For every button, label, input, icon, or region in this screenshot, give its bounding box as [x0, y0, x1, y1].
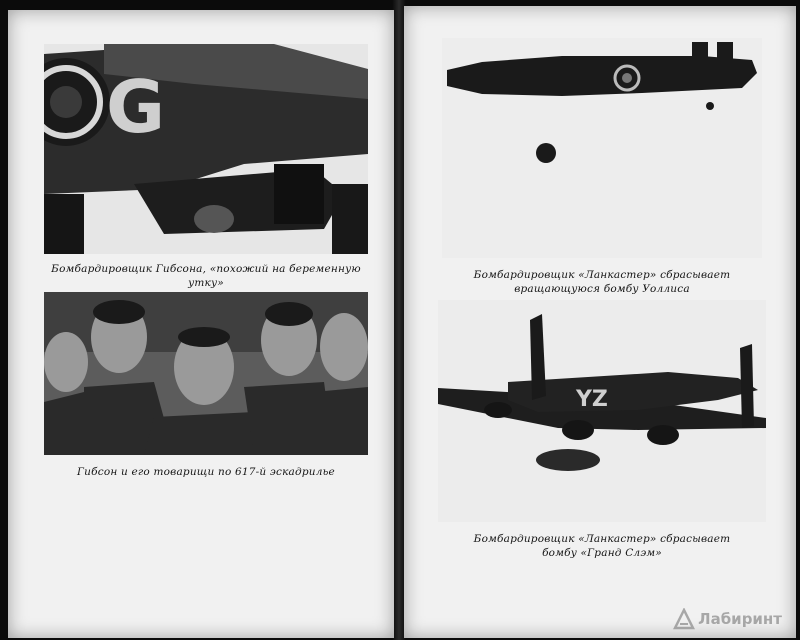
caption-grand-slam-line1: Бомбардировщик «Ланкастер» сбрасывает: [473, 533, 731, 545]
photo-gibson-comrades: [44, 292, 368, 455]
photo-gibson-bomber: [44, 44, 368, 254]
lancaster-dropping-bomb-illustration: [442, 38, 762, 258]
labirint-watermark: [673, 608, 782, 630]
caption-grand-slam: [438, 532, 766, 560]
right-page: [404, 6, 796, 638]
bomber-closeup-illustration: [44, 44, 368, 254]
photo-lancaster-grand-slam: [438, 300, 766, 522]
group-portrait-illustration: [44, 292, 368, 455]
caption-gibson-comrades: Гибсон и его товарищи по 617-й эскадрилье: [77, 466, 335, 478]
watermark-text: Лабиринт: [698, 610, 782, 628]
caption-bouncing-bomb-line2: вращающуюся бомбу Уоллиса: [514, 283, 690, 295]
lancaster-flying-illustration: [438, 300, 766, 522]
caption-bouncing-bomb-line1: Бомбардировщик «Ланкастер» сбрасывает: [473, 269, 731, 281]
fuselage-letter: G: [106, 65, 166, 149]
caption-grand-slam-line2: бомбу «Гранд Слэм»: [542, 547, 662, 559]
photo-lancaster-bouncing-bomb: [442, 38, 762, 258]
caption-bouncing-bomb: [442, 268, 762, 296]
aircraft-code: YZ: [576, 387, 608, 412]
caption-gibson-bomber: Бомбардировщик Гибсона, «похожий на беременную утку»: [51, 263, 361, 289]
labirint-logo-icon: [673, 608, 695, 630]
left-page: [8, 10, 394, 638]
